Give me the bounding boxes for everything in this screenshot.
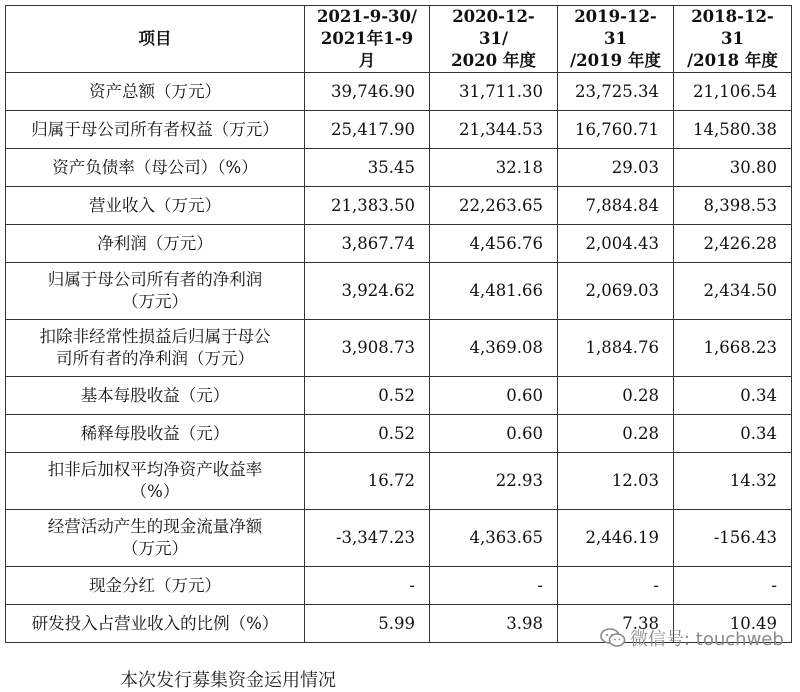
header-2018-text: 2018-12-31 /2018 年度: [687, 7, 778, 70]
row-label: 现金分红（万元）: [6, 567, 305, 605]
row-label: 扣除非经常性损益后归属于母公 司所有者的净利润（万元）: [6, 320, 305, 377]
row-value: 32.18: [430, 149, 558, 187]
row-value: 1,884.76: [558, 320, 674, 377]
row-value: -: [305, 567, 430, 605]
row-value: 4,363.65: [430, 510, 558, 567]
row-value: 7,884.84: [558, 187, 674, 225]
row-value: 21,106.54: [674, 73, 792, 111]
watermark: [600, 625, 784, 651]
row-value: 16.72: [305, 453, 430, 510]
row-value: -: [430, 567, 558, 605]
row-value: 16,760.71: [558, 111, 674, 149]
row-value: 21,344.53: [430, 111, 558, 149]
row-value: -: [558, 567, 674, 605]
row-label: 归属于母公司所有者权益（万元）: [6, 111, 305, 149]
row-value: 14,580.38: [674, 111, 792, 149]
row-value: 3.98: [430, 605, 558, 643]
row-value: 0.34: [674, 377, 792, 415]
table-row: [6, 73, 792, 111]
row-value: 3,867.74: [305, 225, 430, 263]
row-value: -156.43: [674, 510, 792, 567]
row-label: 研发投入占营业收入的比例（%）: [6, 605, 305, 643]
row-label: 资产总额（万元）: [6, 73, 305, 111]
wechat-icon: [600, 628, 626, 648]
row-value: 0.52: [305, 415, 430, 453]
table-row: [6, 567, 792, 605]
row-value: 4,481.66: [430, 263, 558, 320]
row-value: 0.28: [558, 415, 674, 453]
table-row: [6, 415, 792, 453]
bottom-heading: 本次发行募集资金运用情况: [120, 670, 336, 691]
row-value: 0.60: [430, 415, 558, 453]
row-value: 35.45: [305, 149, 430, 187]
row-value: 5.99: [305, 605, 430, 643]
row-value: 4,456.76: [430, 225, 558, 263]
row-value: -3,347.23: [305, 510, 430, 567]
header-2019: [558, 6, 674, 73]
row-value: 7.38: [558, 605, 674, 643]
watermark-text: 微信号: touchweb: [630, 629, 784, 650]
table-row: [6, 510, 792, 567]
header-row: [6, 6, 792, 73]
table-row: [6, 377, 792, 415]
row-value: 21,383.50: [305, 187, 430, 225]
row-value: 0.52: [305, 377, 430, 415]
row-value: 22.93: [430, 453, 558, 510]
table-row: [6, 187, 792, 225]
row-value: 0.34: [674, 415, 792, 453]
row-value: 2,069.03: [558, 263, 674, 320]
row-value: 39,746.90: [305, 73, 430, 111]
table-row: [6, 111, 792, 149]
header-2018: [674, 6, 792, 73]
table-row: [6, 149, 792, 187]
row-label: 基本每股收益（元）: [6, 377, 305, 415]
row-value: 2,426.28: [674, 225, 792, 263]
row-label: 资产负债率（母公司）（%）: [6, 149, 305, 187]
table-row: [6, 320, 792, 377]
row-value: 2,004.43: [558, 225, 674, 263]
table-row: [6, 453, 792, 510]
row-label: 扣非后加权平均净资产收益率 （%）: [6, 453, 305, 510]
table-row: [6, 225, 792, 263]
row-value: 29.03: [558, 149, 674, 187]
row-value: 0.60: [430, 377, 558, 415]
row-value: 1,668.23: [674, 320, 792, 377]
header-2021q3: [305, 6, 430, 73]
table-row: [6, 263, 792, 320]
header-2021q3-text: 2021-9-30/ 2021年1-9月: [316, 7, 418, 70]
row-value: 22,263.65: [430, 187, 558, 225]
header-2020-text: 2020-12-31/ 2020 年度: [451, 7, 536, 70]
row-value: 31,711.30: [430, 73, 558, 111]
row-label: 净利润（万元）: [6, 225, 305, 263]
row-value: 3,908.73: [305, 320, 430, 377]
row-label: 营业收入（万元）: [6, 187, 305, 225]
row-value: 8,398.53: [674, 187, 792, 225]
row-value: 0.28: [558, 377, 674, 415]
row-label: 稀释每股收益（元）: [6, 415, 305, 453]
financial-table: [5, 5, 792, 643]
row-value: 10.49: [674, 605, 792, 643]
row-value: -: [674, 567, 792, 605]
row-value: 2,434.50: [674, 263, 792, 320]
row-value: 3,924.62: [305, 263, 430, 320]
row-value: 14.32: [674, 453, 792, 510]
row-value: 2,446.19: [558, 510, 674, 567]
header-2020: [430, 6, 558, 73]
row-value: 4,369.08: [430, 320, 558, 377]
row-value: 30.80: [674, 149, 792, 187]
row-value: 23,725.34: [558, 73, 674, 111]
row-label: 经营活动产生的现金流量净额 （万元）: [6, 510, 305, 567]
row-value: 25,417.90: [305, 111, 430, 149]
header-item: 项目: [6, 6, 305, 73]
header-2019-text: 2019-12-31 /2019 年度: [570, 7, 661, 70]
row-value: 12.03: [558, 453, 674, 510]
row-label: 归属于母公司所有者的净利润 （万元）: [6, 263, 305, 320]
